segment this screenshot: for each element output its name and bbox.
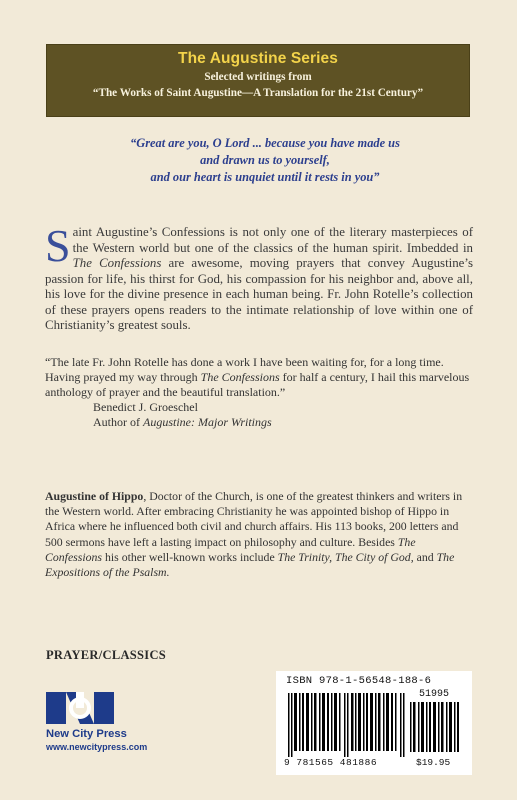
endorsement-text-1: “The late Fr. John Rotelle has done a work I have been waiting for, for a long time. Having prayed my way through: [45, 355, 444, 384]
description-text-2: are awesome, moving prayers that convey Augustine’s passion for life, his thirst for God, his compassion for his neighbor and, above all, his love for the divine presence in each human being. Fr. John Rotelle’s collection of these prayers opens readers to the intimate relationship of love within one of Christianity’s greatest souls.: [45, 256, 473, 332]
endorsement-text-2: for half a century, I hail this marvelous anthology of prayer and the beautiful translation.”: [45, 370, 470, 399]
author-name: Augustine of Hippo: [45, 489, 144, 503]
barcode-area: [276, 671, 472, 775]
publisher-logo: [46, 690, 176, 754]
series-subtitle-line-2: “The Works of Saint Augustine—A Translation for the 21st Century”: [92, 87, 424, 99]
quote-line-2: and drawn us to yourself,: [200, 153, 330, 167]
isbn-barcode: [288, 693, 406, 757]
bio-italic-3: The Expositions of the Psalsm.: [45, 549, 455, 580]
bio-italic-2: The Trinity, The City of God,: [277, 549, 414, 564]
series-subtitle-line-1: Selected writings from: [204, 71, 312, 83]
endorsement-text: [45, 355, 475, 400]
bio-text-3: and: [413, 549, 437, 564]
quote-line-1: “Great are you, O Lord ... because you have made us: [130, 136, 400, 150]
isbn-label: ISBN 978-1-56548-188-6: [286, 675, 432, 687]
series-title: The Augustine Series: [178, 50, 338, 67]
endorsement: [45, 355, 475, 430]
bio-text-1: , Doctor of the Church, is one of the greatest thinkers and writers in the Western world. After embracing Christianity he was appointed bishop of Hippo in Africa where he influenced both civil and church affairs. His 113 books, 200 letters and 500 sermons have left a lasting impact on philosophy and culture. Besides: [45, 489, 463, 549]
barcode-digits: 9 781565 481886: [284, 757, 378, 768]
category-label: PRAYER/CLASSICS: [46, 648, 167, 662]
bio-italic-1: The Confessions: [45, 534, 416, 564]
endorser-name: Benedict J. Groeschel: [93, 400, 198, 414]
endorser-role-title: Augustine: Major Writings: [143, 415, 272, 429]
publisher-name: New City Press: [46, 728, 127, 740]
description-text-1: aint Augustine’s Confessions is not only one of the literary masterpieces of the Western world but one of the classics of the human spirit. Imbedded in: [72, 225, 473, 255]
barcode-price: $19.95: [416, 757, 451, 768]
quote-line-3: and our heart is unquiet until it rests in you”: [150, 170, 380, 184]
series-banner: [46, 44, 470, 117]
augustine-quote: [70, 135, 460, 186]
addon-number: 51995: [419, 689, 450, 700]
publisher-url: www.newcitypress.com: [46, 742, 148, 752]
bio-text-2: his other well-known works include: [102, 549, 278, 564]
description-italic-title: The Confessions: [72, 256, 162, 270]
drop-cap: S: [45, 220, 71, 271]
endorser-role-prefix: Author of: [93, 415, 143, 429]
endorsement-italic-title: The Confessions: [200, 370, 280, 384]
author-bio: [45, 489, 475, 580]
price-addon-barcode: [410, 702, 460, 752]
endorser-role: [45, 415, 475, 430]
ncp-logo-icon: [46, 690, 114, 726]
book-description: [45, 220, 473, 334]
